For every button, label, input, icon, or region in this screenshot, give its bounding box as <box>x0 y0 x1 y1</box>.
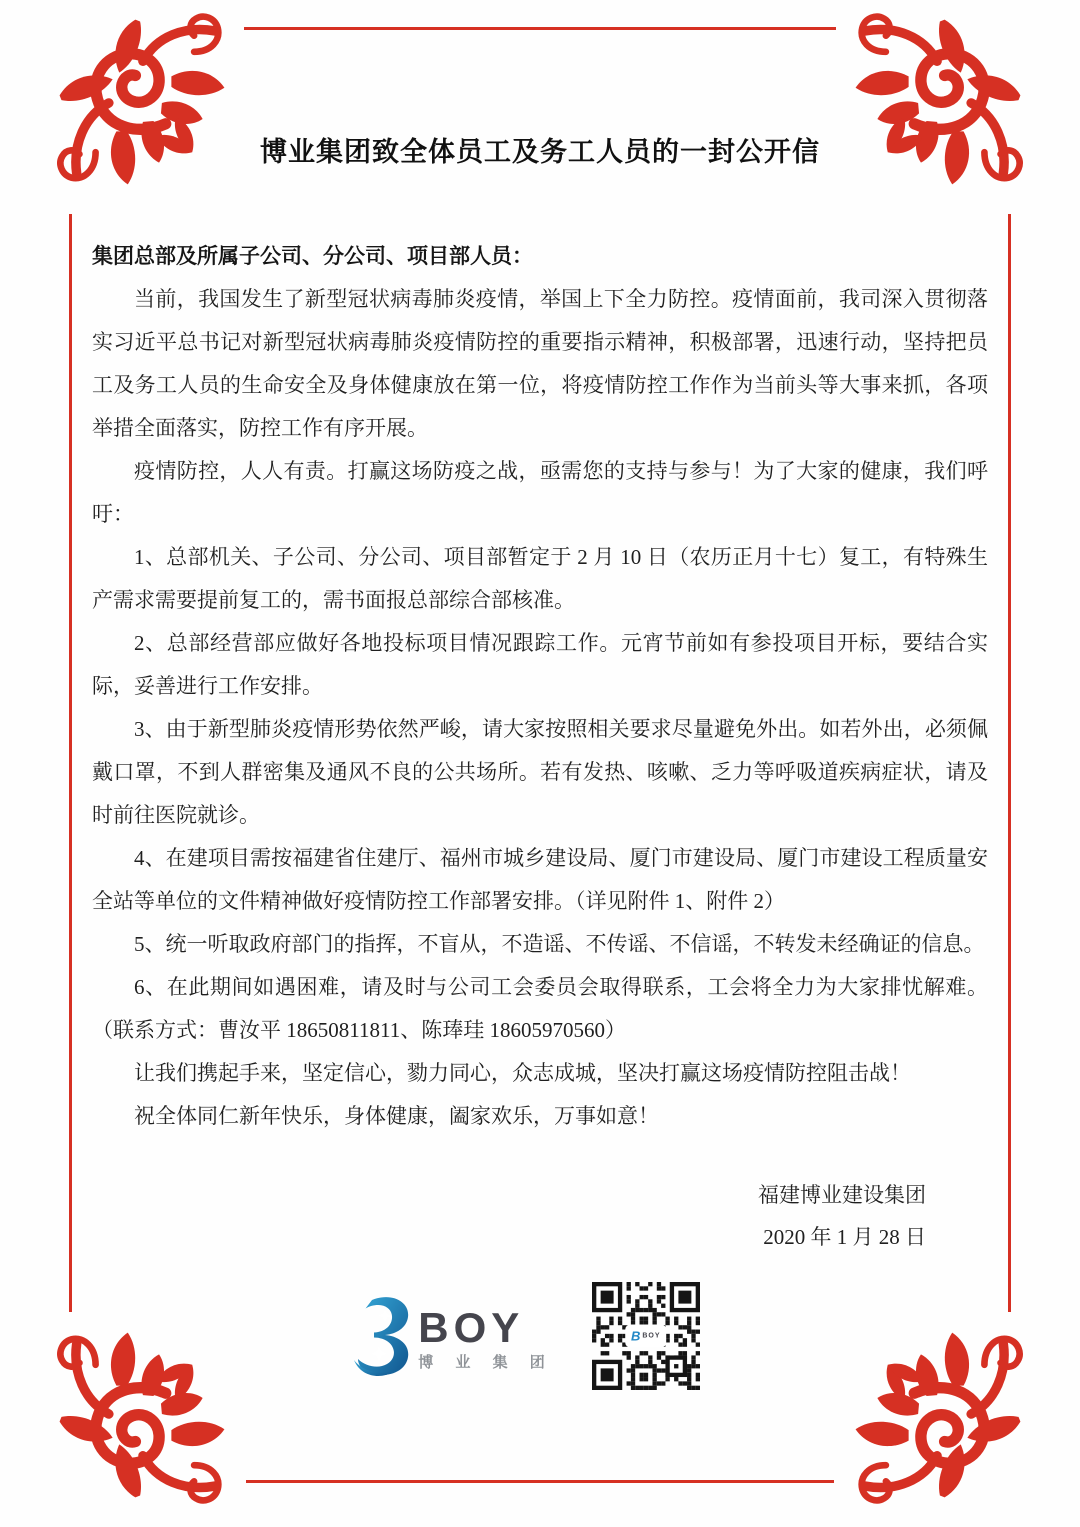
salutation: 集团总部及所属子公司、分公司、项目部人员： <box>92 244 533 268</box>
letter-content <box>92 130 988 1390</box>
letter-paragraph: 1、总部机关、子公司、分公司、项目部暂定于 2 月 10 日（农历正月十七）复工，有特殊生产需求需要提前复工的，需书面报总部综合部核准。 <box>92 545 988 612</box>
frame-border-left <box>69 214 72 1312</box>
qr-center-logo <box>627 1327 665 1346</box>
logo-text <box>418 1304 554 1378</box>
letter-paragraph: 4、在建项目需按福建省住建厅、福州市城乡建设局、厦门市建设局、厦门市建设工程质量安全站等单位的文件精神做好疫情防控工作部署安排。（详见附件 1、附件 2） <box>92 846 988 913</box>
letter-paragraph: 祝全体同仁新年快乐，身体健康，阖家欢乐，万事如意！ <box>134 1104 659 1128</box>
letter-title: 博业集团致全体员工及务工人员的一封公开信 <box>260 137 820 167</box>
letter-paragraph: 2、总部经营部应做好各地投标项目情况跟踪工作。元宵节前如有参投项目开标，要结合实际，妥善进行工作安排。 <box>92 631 988 698</box>
letter-body <box>92 278 988 1138</box>
logo-subtext: 博 业 集 团 <box>418 1354 554 1371</box>
footer <box>78 1282 974 1390</box>
frame-border-bottom <box>246 1480 834 1483</box>
frame-border-right <box>1008 214 1011 1312</box>
signature-block <box>92 1174 988 1258</box>
letter-paragraph: 3、由于新型肺炎疫情形势依然严峻，请大家按照相关要求尽量避免外出。如若外出，必须佩戴口罩，不到人群密集及通风不良的公共场所。若有发热、咳嗽、乏力等呼吸道疾病症状，请及时前往医院就诊。 <box>92 717 988 827</box>
qr-center-label: BOY <box>642 1332 661 1340</box>
qr-center-b-icon: B <box>630 1328 641 1344</box>
qr-code <box>592 1282 700 1390</box>
signature-company: 福建博业建设集团 <box>758 1183 926 1207</box>
letter-paragraph: 疫情防控，人人有责。打赢这场防疫之战，亟需您的支持与参与！为了大家的健康，我们呼吁： <box>92 459 988 526</box>
letter-paragraph: 让我们携起手来，坚定信心，勠力同心，众志成城，坚决打赢这场疫情防控阻击战！ <box>134 1061 911 1085</box>
signature-date: 2020 年 1 月 28 日 <box>763 1225 926 1249</box>
letter-paragraph: 5、统一听取政府部门的指挥，不盲从，不造谣、不传谣、不信谣，不转发未经确证的信息。 <box>134 932 985 956</box>
letter-paragraph: 6、在此期间如遇困难，请及时与公司工会委员会取得联系，工会将全力为大家排忧解难。（联系方式：曹汝平 18650811811、陈琫珪 18605970560） <box>92 975 988 1042</box>
frame-border-top <box>244 27 836 30</box>
logo-b-mark-icon <box>352 1294 414 1378</box>
company-logo <box>352 1294 554 1378</box>
logo-brand-text: BOY <box>418 1304 525 1351</box>
letter-paragraph: 当前，我国发生了新型冠状病毒肺炎疫情，举国上下全力防控。疫情面前，我司深入贯彻落实习近平总书记对新型冠状病毒肺炎疫情防控的重要指示精神，积极部署，迅速行动，坚持把员工及务工人员的生命安全及身体健康放在第一位，将疫情防控工作作为当前头等大事来抓，各项举措全面落实，防控工作有序开展。 <box>92 287 988 440</box>
